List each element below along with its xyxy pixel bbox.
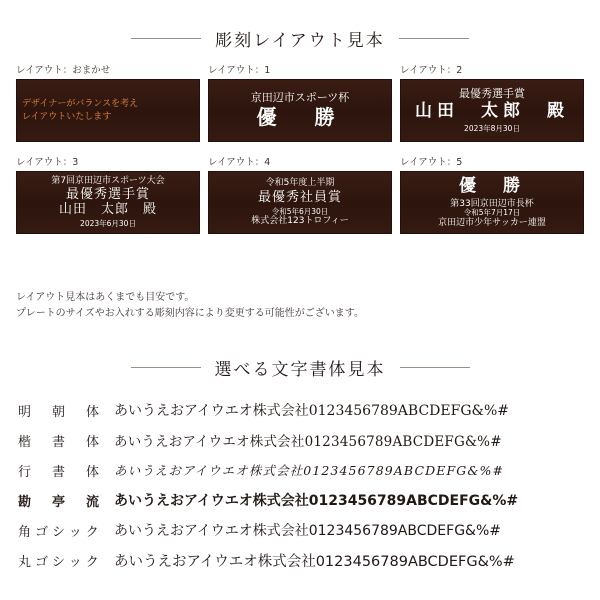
plate-line: 優 勝 [459,176,525,197]
font-sample-row [18,515,582,545]
plate-line: 令和5年7月17日 [463,207,521,217]
font-name: 勘 亭 流 [18,494,104,510]
font-name: 角ゴシック [18,524,103,540]
plate-line: レイアウトいたします [22,111,112,122]
plate-line: 最優秀社員賞 [257,189,342,205]
plate-label: レイアウト：2 [400,65,463,76]
plate-cell [16,62,200,142]
plate-line: 京田辺市スポーツ杯 [250,90,350,104]
font-sample-table [18,395,582,575]
font-name: 行 書 体 [18,464,104,480]
plate-line: 優 勝 [256,105,344,130]
engraving-section-heading [0,26,600,51]
plate-cell [208,62,392,142]
font-section-heading [0,355,600,380]
font-sample-row [18,425,582,455]
font-sample-text: あいうえおアイウエオ株式会社0123456789ABCDEFG&%# [114,493,519,509]
plate-label: レイアウト：4 [208,157,271,168]
plate-line: 令和5年6月30日 [271,206,329,216]
heading-rule-left [131,367,201,368]
plate-line: 2023年6月30日 [80,219,136,229]
plate-cell [400,62,584,142]
plate-label: レイアウト：おまかせ [16,65,111,76]
layout-note-line: プレートのサイズやお入れする彫刻内容により変更する可能性がございます。 [16,307,364,319]
plate-preview [16,171,200,234]
font-name: 明 朝 体 [18,404,104,420]
font-section-title: 選べる文字書体見本 [214,360,386,380]
plate-line: 第33回京田辺市長杯 [450,198,534,209]
plate-preview [208,79,392,142]
plate-preview [400,171,584,234]
plate-preview [400,79,584,142]
plate-line: 山田 太郎 殿 [415,101,569,122]
font-sample-row [18,485,582,515]
heading-rule-left [131,38,201,39]
font-sample-text: あいうえおアイウエオ株式会社0123456789ABCDEFG&%# [114,463,505,478]
plate-preview [208,171,392,234]
plate-line: デザイナーがバランスを考え [22,99,139,110]
font-sample-text: あいうえおアイウエオ株式会社0123456789ABCDEFG&%# [114,403,510,419]
plate-line: 第7回京田辺市スポーツ大会 [51,176,165,187]
font-sample-row [18,455,582,485]
heading-rule-right [399,38,469,39]
plate-label: レイアウト：5 [400,157,463,168]
engraving-section-title: 彫刻レイアウト見本 [215,31,385,51]
font-sample-text: あいうえおアイウエオ株式会社0123456789ABCDEFG&%# [114,523,501,539]
plate-preview [16,79,200,142]
font-sample-row [18,545,582,575]
font-sample-row [18,395,582,425]
plate-line: 令和5年度上半期 [265,178,335,189]
layout-note-line: レイアウト見本はあくまでも目安です。 [16,292,195,303]
heading-rule-right [400,367,470,368]
plate-label: レイアウト：1 [208,65,271,76]
plate-line: 京田辺市少年サッカー連盟 [438,217,546,228]
font-name: 丸ゴシック [18,554,103,570]
plate-sample-grid [16,62,584,234]
plate-line: 山田 太郎 殿 [58,202,157,218]
plate-label: レイアウト：3 [16,157,79,168]
plate-line: 最優秀選手賞 [459,86,525,100]
plate-line: 最優秀選手賞 [65,187,150,203]
plate-cell [208,154,392,234]
layout-notes [16,290,584,321]
plate-line: 株式会社123トロフィー [251,216,349,227]
plate-cell [400,154,584,234]
plate-cell [16,154,200,234]
plate-line: 2023年8月30日 [464,123,520,133]
font-name: 楷 書 体 [18,434,104,450]
font-sample-text: あいうえおアイウエオ株式会社0123456789ABCDEFG&%# [114,434,502,450]
font-sample-text: あいうえおアイウエオ株式会社0123456789ABCDEFG&%# [114,553,515,570]
